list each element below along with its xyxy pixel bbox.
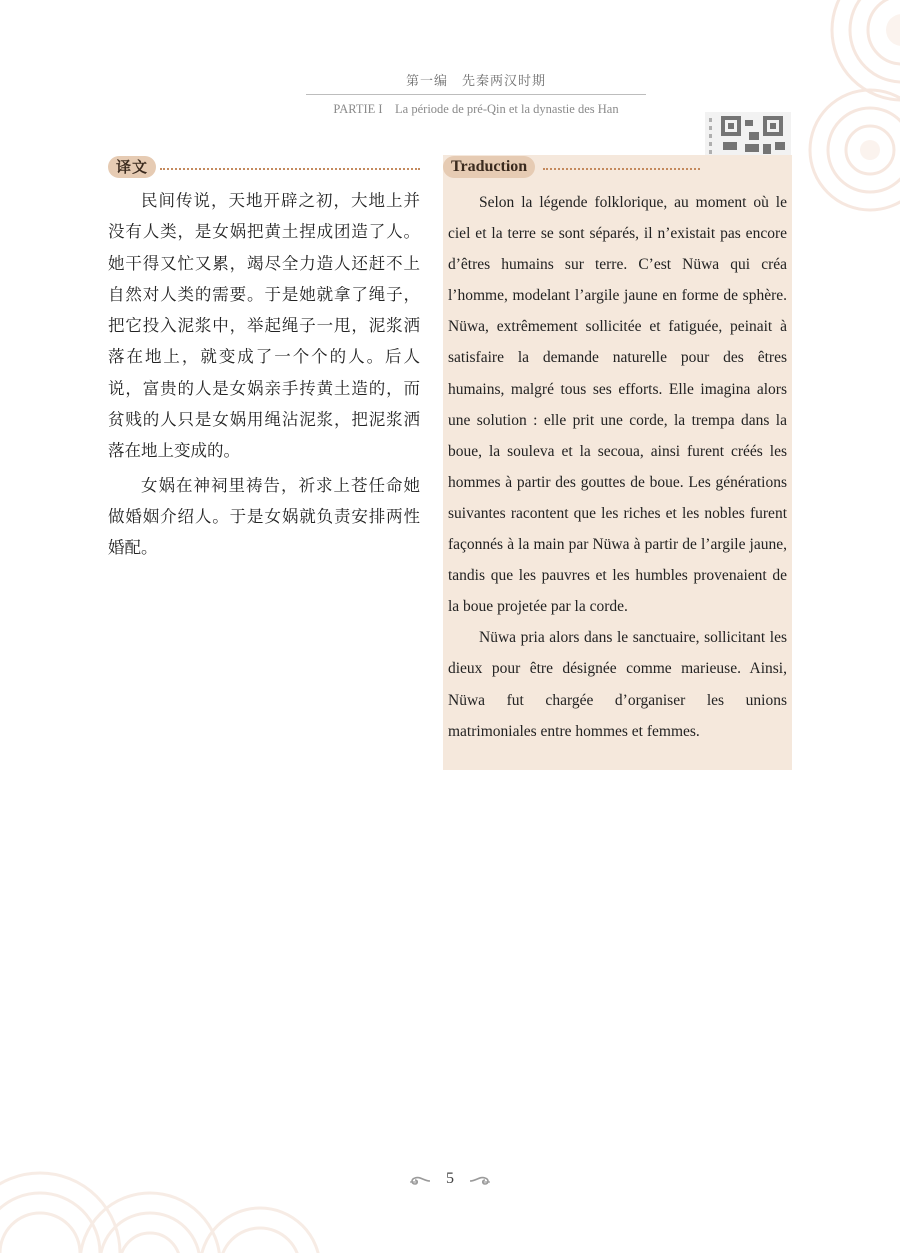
header-french-title: PARTIE I La période de pré-Qin et la dynastie des Han xyxy=(333,102,619,116)
cloud-decoration-bottom-left xyxy=(0,1143,320,1253)
running-header xyxy=(306,70,646,117)
cloud-decoration-top-right xyxy=(790,0,900,230)
swirl-ornament-right-icon xyxy=(468,1172,492,1186)
french-section-header xyxy=(443,155,792,181)
chinese-paragraph-1: 民间传说，天地开辟之初，大地上并没有人类，是女娲把黄土捏成团造了人。她干得又忙又累，竭尽全力造人还赶不上自然对人类的需要。于是她就拿了绳子，把它投入泥浆中，举起绳子一甩，泥浆洒落在地上，就变成了一个个的人。后人说，富贵的人是女娲亲手抟黄土造的，而贫贱的人只是女娲用绳沾泥浆，把泥浆洒落在地上变成的。 xyxy=(108,191,420,461)
chinese-text xyxy=(108,185,420,564)
dotted-rule xyxy=(543,168,700,170)
page-number: 5 xyxy=(446,1170,454,1187)
french-paragraph-2: Nüwa pria alors dans le sanctuaire, sollicitant les dieux pour être désignée comme marieuse. Ainsi, Nüwa fut chargée d’organiser les unions matrimoniales entre hommes et femmes. xyxy=(448,629,787,740)
chinese-column xyxy=(108,155,420,564)
page-footer xyxy=(0,1170,900,1190)
french-paragraph-1: Selon la légende folklorique, au moment où le ciel et la terre se sont séparés, il n’existait pas encore d’êtres humains sur terre. C’est Nüwa qui créa l’homme, modelant l’argile jaune en forme de sphère. Nüwa, extrêmement sollicitée et fatiguée, peinait à satisfaire la demande naturelle pour des êtres humains, malgré tous ses efforts. Elle imagina alors une solution : elle prit une corde, la trempa dans la boue, la souleva et la secoua, ainsi furent créés les hommes à partir des gouttes de boue. Les générations suivantes racontent que les riches et les nobles furent façonnés à la main par Nüwa à partir de l’argile jaune, tandis que les pauvres et les humbles provenaient de la boue projetée par la corde. xyxy=(448,194,787,616)
swirl-ornament-left-icon xyxy=(408,1172,432,1186)
chinese-section-tag: 译文 xyxy=(108,156,156,178)
french-translation-panel xyxy=(443,155,792,770)
dotted-rule xyxy=(160,168,420,170)
chinese-paragraph-2: 女娲在神祠里祷告，祈求上苍任命她做婚姻介绍人。于是女娲就负责安排两性婚配。 xyxy=(108,475,420,558)
header-chinese-title: 第一编 先秦两汉时期 xyxy=(405,74,546,89)
chinese-section-header xyxy=(108,155,420,181)
french-text xyxy=(443,181,792,747)
french-section-tag: Traduction xyxy=(443,156,535,178)
